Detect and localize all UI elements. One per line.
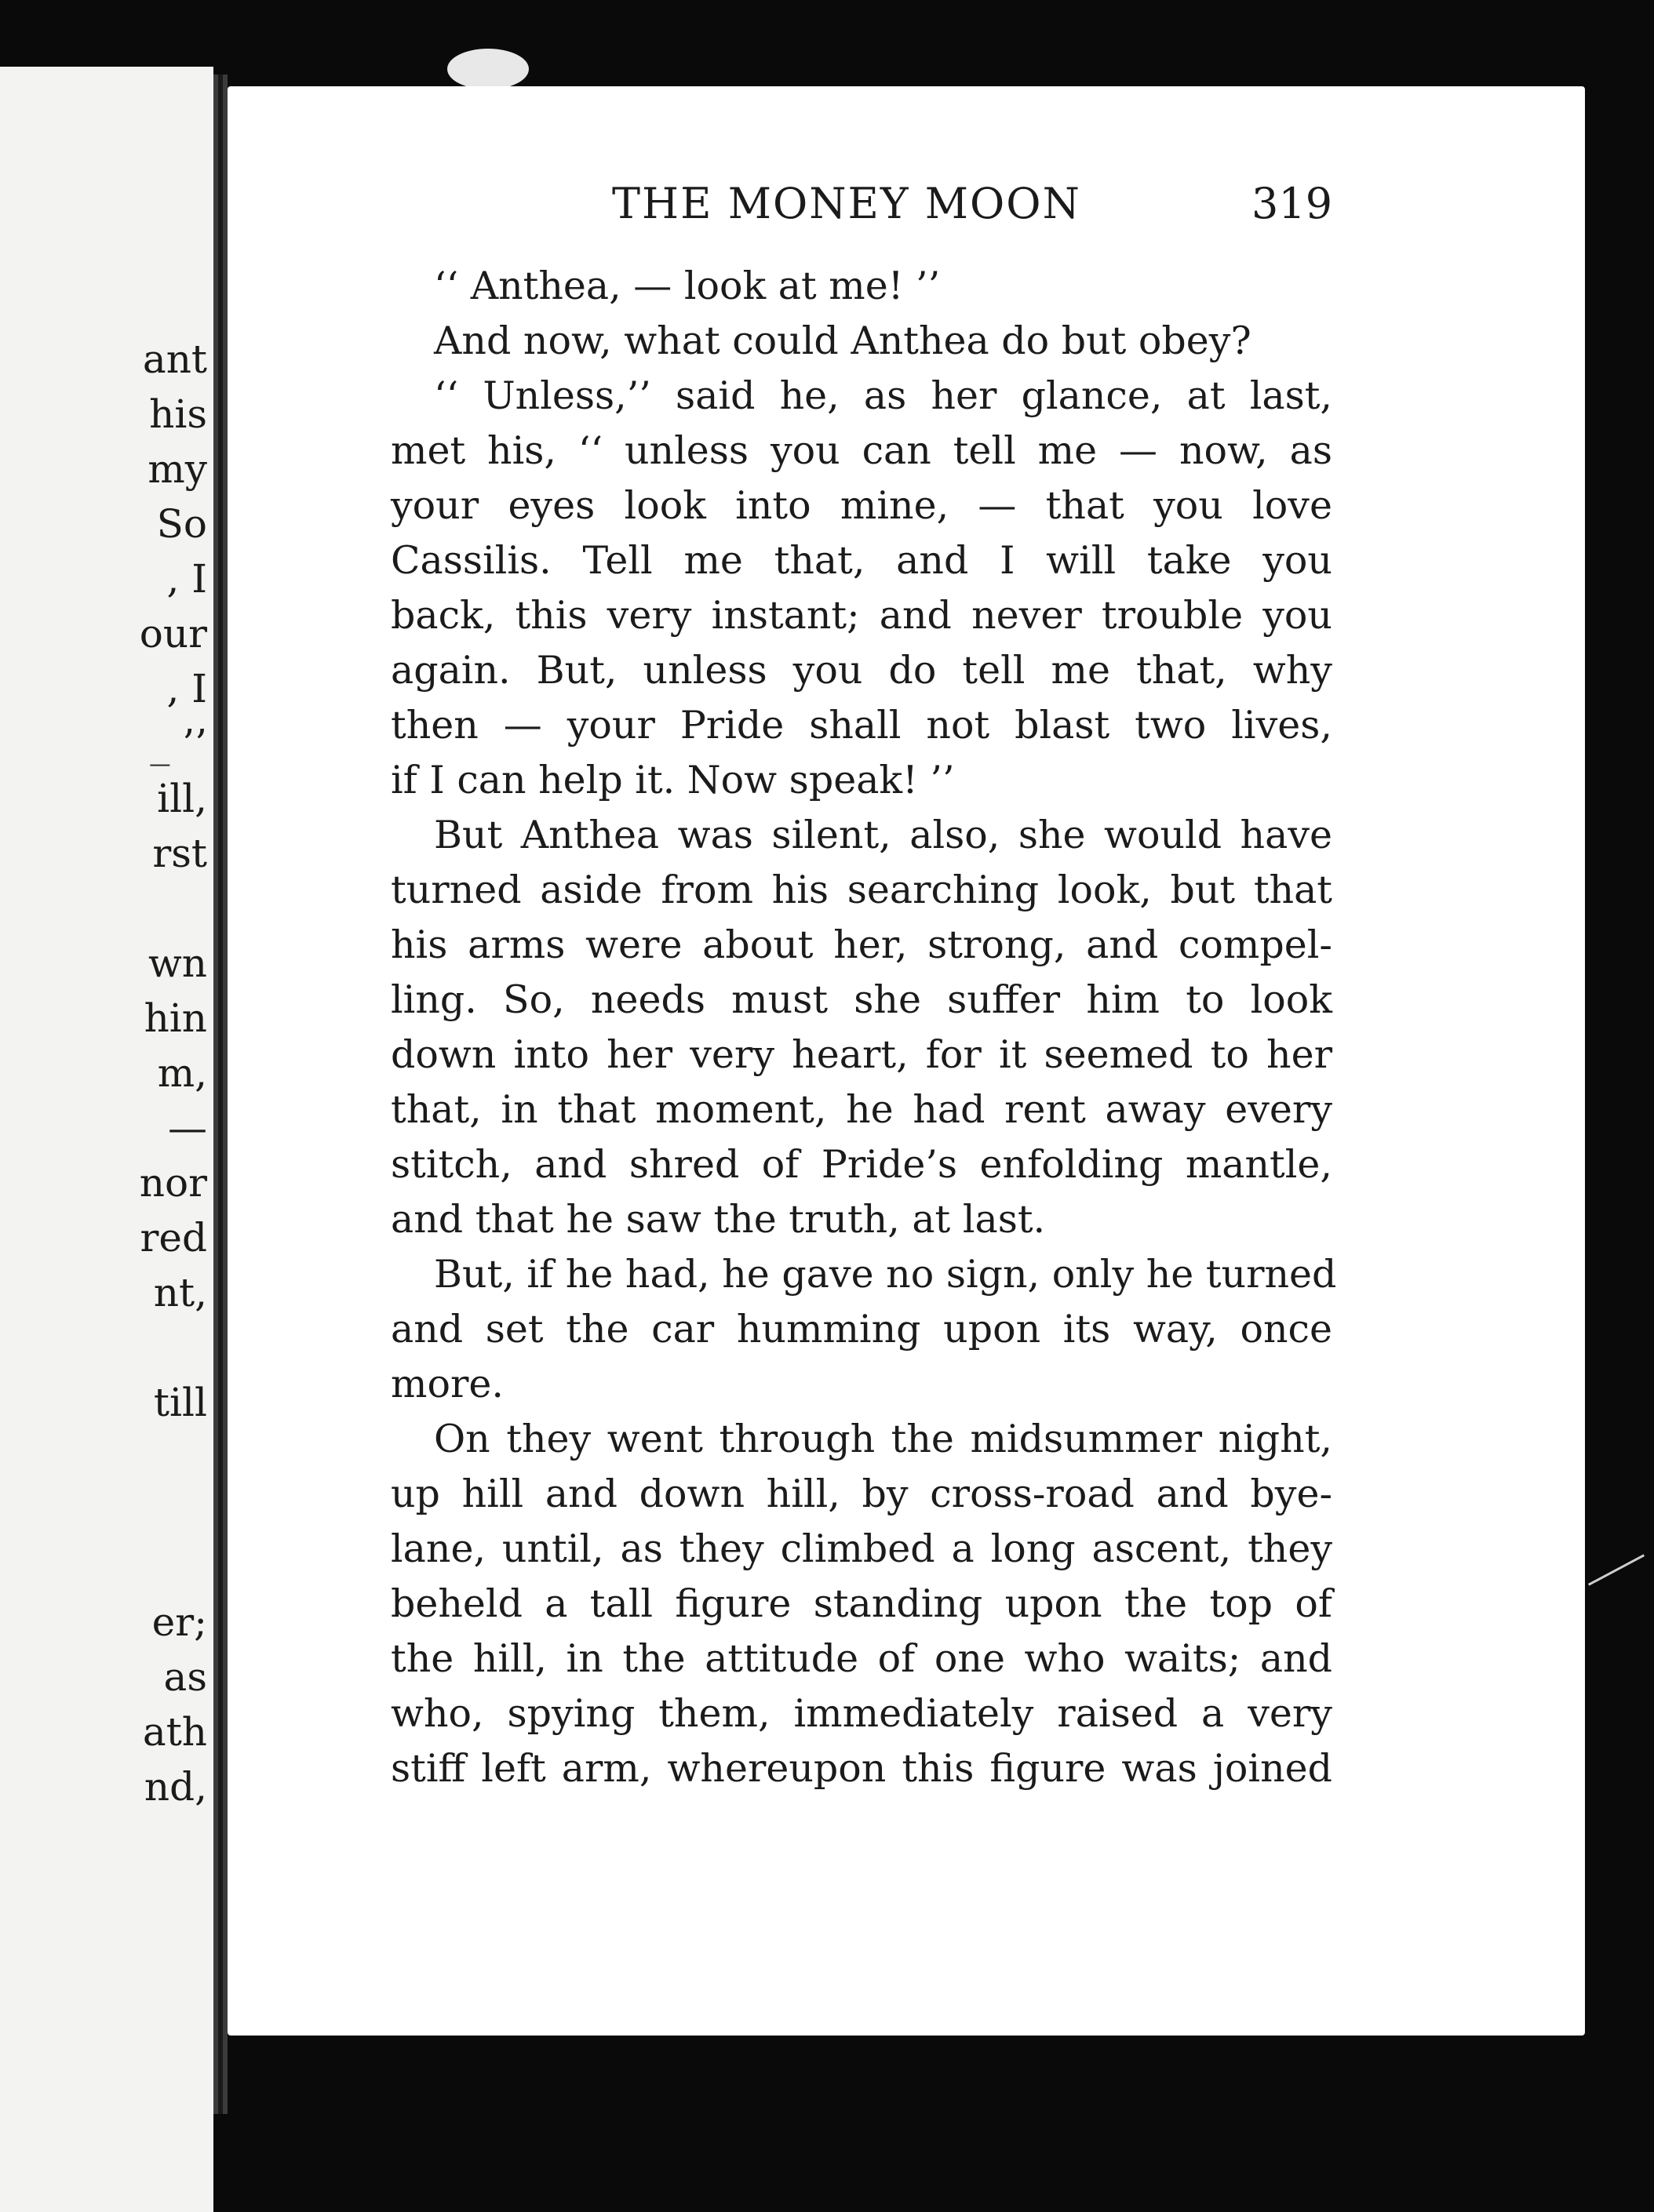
text-line: ‘‘ Anthea, — look at me! ’’ (434, 264, 941, 308)
left-page-fragment: , I (166, 556, 207, 602)
book-page (228, 86, 1585, 2036)
left-page-fragment: wn (148, 940, 207, 986)
text-line: back, this very instant; and never trouble you (391, 593, 1332, 638)
text-line: stitch, and shred of Pride’s enfolding mantle, (391, 1142, 1332, 1187)
book-gutter-shadow (218, 75, 223, 2114)
left-page-fragment: rst (152, 831, 207, 876)
text-line: your eyes look into mine, — that you love (391, 483, 1332, 528)
left-page-fragment: er; (151, 1599, 207, 1645)
text-line: then — your Pride shall not blast two lives, (391, 703, 1332, 748)
text-line: On they went through the midsummer night, (434, 1417, 1332, 1461)
text-line: stiff left arm, whereupon this figure was joined (391, 1746, 1332, 1791)
left-page-fragment: ant (142, 337, 207, 382)
text-line: But Anthea was silent, also, she would have (434, 813, 1332, 857)
text-line: turned aside from his searching look, but that (391, 868, 1332, 912)
text-line: that, in that moment, he had rent away every (391, 1087, 1332, 1132)
left-page-fragment: _ ’’ (150, 721, 207, 766)
left-page-fragment: hin (144, 995, 207, 1041)
text-line: and that he saw the truth, at last. (391, 1197, 1046, 1242)
text-line: more. (391, 1362, 504, 1406)
text-line: But, if he had, he gave no sign, only he turned (434, 1252, 1337, 1297)
text-line: the hill, in the attitude of one who waits; and (391, 1636, 1332, 1681)
previous-page-edge (0, 67, 213, 2212)
left-page-fragment: red (140, 1215, 207, 1261)
left-page-fragment: nor (139, 1160, 207, 1206)
left-page-fragment: as (163, 1654, 207, 1700)
left-page-fragment: his (149, 391, 207, 437)
text-line: who, spying them, immediately raised a very (391, 1691, 1332, 1736)
text-line: met his, ‘‘ unless you can tell me — now, as (391, 428, 1332, 473)
left-page-fragment: ill, (157, 776, 207, 821)
text-line: Cassilis. Tell me that, and I will take you (391, 538, 1332, 583)
left-page-fragment: our (139, 611, 207, 657)
left-page-fragment: nd, (144, 1764, 207, 1810)
left-page-fragment: ath (142, 1709, 207, 1755)
left-page-fragment: nt, (153, 1270, 207, 1315)
text-line: lane, until, as they climbed a long ascent, they (391, 1526, 1332, 1571)
text-line: ‘‘ Unless,’’ said he, as her glance, at last, (434, 373, 1332, 418)
text-line: if I can help it. Now speak! ’’ (391, 758, 955, 802)
left-page-fragment: till (153, 1380, 207, 1425)
page-number: 319 (1251, 179, 1333, 228)
scan-mark (1588, 1554, 1645, 1585)
left-page-fragment: m, (157, 1050, 207, 1096)
running-title: THE MONEY MOON (612, 179, 1081, 228)
text-line: ling. So, needs must she suffer him to look (391, 977, 1332, 1022)
text-line: his arms were about her, strong, and compel- (391, 922, 1332, 967)
left-page-fragment: So (156, 501, 207, 547)
left-page-fragment: my (148, 446, 207, 492)
text-line: and set the car humming upon its way, once (391, 1307, 1332, 1352)
text-line: And now, what could Anthea do but obey? (434, 318, 1251, 363)
text-line: up hill and down hill, by cross-road and bye- (391, 1472, 1332, 1516)
text-line: down into her very heart, for it seemed to her (391, 1032, 1332, 1077)
left-page-fragment: , I (166, 666, 207, 711)
page-header (228, 179, 1585, 234)
scan-speck (447, 49, 529, 89)
text-line: again. But, unless you do tell me that, why (391, 648, 1332, 693)
left-page-fragment: — (168, 1105, 207, 1151)
text-line: beheld a tall figure standing upon the top of (391, 1581, 1332, 1626)
